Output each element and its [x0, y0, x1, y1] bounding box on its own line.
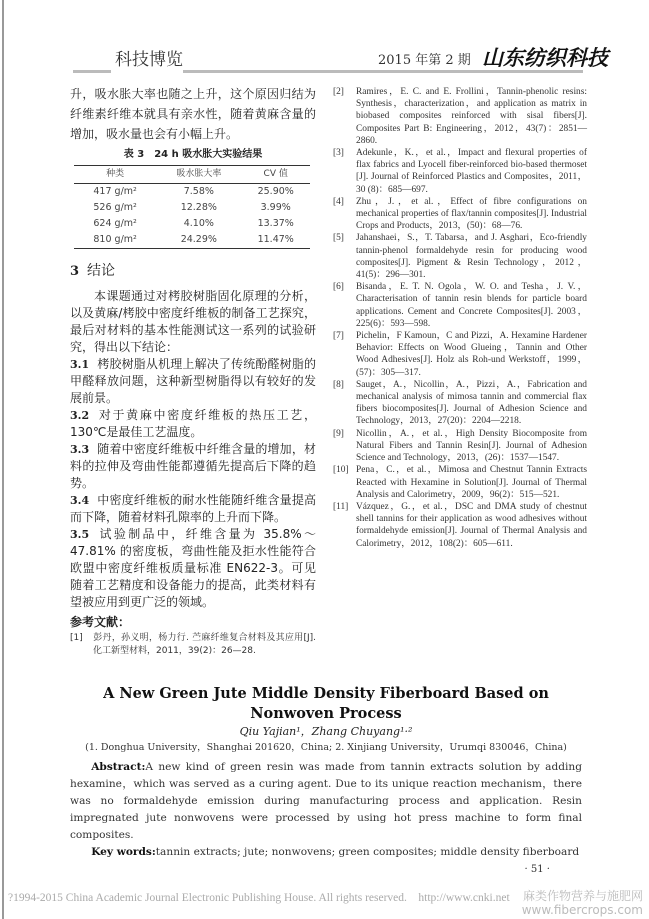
table-caption: 表 3 24 h 吸水胀大实验结果	[123, 149, 263, 160]
reference-item	[333, 196, 587, 233]
reference-item	[333, 464, 587, 501]
abstract	[70, 759, 582, 844]
table-row	[74, 216, 310, 232]
table-header: 吸水胀大率	[156, 166, 241, 184]
reference-number: [10]	[333, 465, 349, 476]
abstract-label: Abstract:	[91, 761, 146, 773]
cell: 4.10%	[183, 218, 214, 229]
page-number: · 51 ·	[524, 864, 550, 875]
point-text: 试验制品中，纤维含量为 35.8%～47.81% 的密度板，弯曲性能及拒水性能符合欧盟中密度纤维板质量标准 EN622-3。可见随着工艺精度和设备能力的提高，此类材料有望被应用到更广泛的领域。	[70, 527, 316, 609]
reference-number: [3]	[333, 148, 344, 159]
point	[70, 526, 316, 611]
cell: 810 g/m²	[74, 232, 156, 249]
reference-text: Vázquez，G.，et al.，DSC and DMA study of chestnut shell tannins for their application as wood adhesives without formaldehyde emission[J]. Journal of Thermal Analysis and Calorimetry，2012，108(2)：605—611.	[356, 501, 587, 549]
section-number: 3	[70, 264, 80, 279]
reference-number: [11]	[333, 501, 349, 512]
authors: Qiu Yajian¹，Zhang Chuyang¹·²	[239, 725, 413, 738]
references-heading: 参考文献：	[70, 615, 131, 629]
point-text: 中密度纤维板的耐水性能随纤维含量提高而下降，随着材料孔隙率的上升而下降。	[70, 493, 316, 524]
conclusion-paragraph: 本课题通过对栲胶树脂固化原理的分析，以及黄麻/栲胶中密度纤维板的制备工艺探究，最后对材料的基本性能测试这一系列的试验研究，得出以下结论：	[70, 289, 316, 354]
section-title: 结论	[87, 263, 116, 279]
keywords	[70, 844, 582, 861]
header-rule	[73, 70, 111, 73]
table-header: CV 值	[241, 166, 310, 184]
point-text: 对于黄麻中密度纤维板的热压工艺，130℃是最佳工艺温度。	[70, 408, 316, 439]
reference-number: [2]	[333, 87, 344, 97]
cell: 7.58%	[183, 186, 214, 197]
reference-text: Adekunle，K.，et al.，Impact and flexural properties of flax fabrics and Lyocell fiber-reinforced bio-based thermoset [J]. Journal of Reinforced Plastics and Composites，2011，30 (8)：685—697.	[356, 148, 587, 195]
reference-item	[333, 147, 587, 196]
reference-text: Pichelin，F Kamoun，C and Pizzi，A. Hexamine Hardener Behavior: Effects on Wood Glueing，Tannin and Other Wood Adhesives[J]. Holz als Roh-und Werkstoff，1999，(57)：305—317.	[356, 331, 587, 378]
reference-text: Pena，C.，et al.，Mimosa and Chestnut Tannin Extracts Reacted with Hexamine in Solution[J]. Journal of Thermal Analysis and Calorimetry，2009，96(2)：515—521.	[356, 465, 587, 500]
cell: 24.29%	[156, 232, 241, 249]
cell: 417 g/m²	[93, 186, 137, 197]
cell: 12.28%	[180, 202, 217, 213]
reference-number: [4]	[333, 196, 344, 207]
copyright-footer: ?1994-2015 China Academic Journal Electronic Publishing House. All rights reserved. http://www.cnki.net	[8, 892, 510, 904]
watermark	[522, 889, 643, 917]
reference-text: Sauget，A.，Nicollin，A.，Pizzi，A.，Fabrication and mechanical analysis of mimosa tannin and commercial flax fibers biocomposites[J]. Journal of Adhesion Science and Technology，2013，27(20)：2204—2218.	[356, 379, 587, 427]
point	[70, 356, 316, 407]
reference-item	[333, 330, 587, 379]
reference-number: [7]	[333, 331, 344, 342]
reference-text: Jahanshaei，S.，T. Tabarsa，and J. Asghari，Eco-friendly tannin-phenol formaldehyde resin for producing wood composites[J]. Pigment & Resin Technology，2012，41(5)：296—301.	[356, 233, 587, 281]
reference-item	[333, 428, 587, 465]
cell: 624 g/m²	[93, 218, 137, 229]
reference-item	[70, 632, 316, 658]
section-name: 科技博览	[115, 50, 183, 70]
references-list	[333, 86, 587, 550]
journal-logo: 山东纺织科技	[482, 45, 608, 70]
point-number: 3.2	[70, 409, 90, 422]
reference-number: [8]	[333, 379, 344, 390]
reference-number: [9]	[333, 428, 344, 439]
reference-item	[333, 86, 587, 147]
reference-item	[333, 379, 587, 428]
table-header: 种类	[74, 166, 156, 184]
cell: 3.99%	[260, 202, 291, 213]
cell: 11.47%	[241, 232, 310, 249]
affiliation: (1. Donghua University，Shanghai 201620，China; 2. Xinjiang University，Urumqi 830046，China)	[85, 742, 567, 753]
english-abstract-block	[70, 684, 582, 877]
english-title: A New Green Jute Middle Density Fiberboard Based on Nonwoven Process	[103, 685, 549, 722]
page-edge	[2, 0, 4, 919]
cell: 526 g/m²	[93, 202, 137, 213]
reference-number: [1]	[70, 633, 83, 643]
watermark-line: www.fibercrops.com	[521, 903, 643, 917]
point-number: 3.3	[70, 443, 90, 456]
point	[70, 407, 316, 441]
reference-text: 彭丹，孙义明，杨力行. 苎麻纤维复合材料及其应用[J]. 化工新型材料，2011，39(2)：26—28.	[93, 633, 316, 656]
reference-item	[333, 232, 587, 281]
reference-number: [6]	[333, 282, 344, 293]
reference-text: Nicollin，A.，et al.，High Density Biocomposite from Natural Fibers and Tannin Resin[J]. Journal of Adhesion Science and Technology，2013，(26)：1537—1547.	[356, 428, 587, 464]
point-number: 3.5	[70, 528, 90, 541]
point	[70, 441, 316, 492]
point-number: 3.1	[70, 358, 90, 371]
watermark-line: 麻类作物营养与施肥网	[522, 889, 643, 903]
point	[70, 492, 316, 526]
results-table	[74, 165, 310, 249]
reference-text: Ramires，E. C. and E. Frollini，Tannin-phenolic resins: Synthesis，characterization，and application as matrix in biobased composites reinforced with sisal fibers[J]. Composites Part B: Engineering，2012，43(7)：2851—2860.	[356, 87, 587, 146]
reference-number: [5]	[333, 233, 344, 244]
table-row	[74, 232, 310, 249]
abstract-text: A new kind of green resin was made from tannin extracts solution by adding hexamine，which was served as a curing agent. Due to its unique reaction mechanism，there was no formaldehyde emission during manufacturing process and application. Resin impregnated jute nonwovens were processed by using hot press machine to form final composites.	[70, 761, 582, 841]
reference-text: Bisanda，E. T. N. Ogola，W. O. and Tesha，J. V.，Characterisation of tannin resin blends for particle board applications. Cement and Concrete Composites[J]. 2003，225(6)：593—598.	[356, 282, 587, 329]
table-row	[74, 200, 310, 216]
issue-label: 2015 年第 2 期	[378, 53, 471, 68]
cell: 13.37%	[257, 218, 294, 229]
point-text: 随着中密度纤维板中纤维含量的增加，材料的拉伸及弯曲性能都遵循先提高后下降的趋势。	[70, 442, 316, 490]
intro-paragraph: 升，吸水胀大率也随之上升，这个原因归结为纤维素纤维本就具有亲水性，随着黄麻含量的增加，吸水量也会有小幅上升。	[70, 87, 316, 141]
reference-text: Zhu，J.，et al.，Effect of fibre configurations on mechanical properties of flax/tannin composites[J]. Industrial Crops and Products，2013，(50)：68—76.	[356, 196, 587, 232]
keywords-label: Key words:	[91, 846, 156, 858]
point-number: 3.4	[70, 494, 90, 507]
table-row	[74, 184, 310, 201]
cell: 25.90%	[257, 186, 294, 197]
reference-item	[333, 501, 587, 550]
section-heading	[70, 261, 316, 282]
header-rule	[183, 70, 583, 73]
keywords-text: tannin extracts; jute; nonwovens; green composites; middle density fiberboard	[155, 846, 580, 858]
left-column	[70, 84, 316, 658]
point-text: 栲胶树脂从机理上解决了传统酚醛树脂的甲醛释放问题，这种新型树脂得以有较好的发展前景。	[70, 357, 316, 405]
reference-item	[333, 281, 587, 330]
